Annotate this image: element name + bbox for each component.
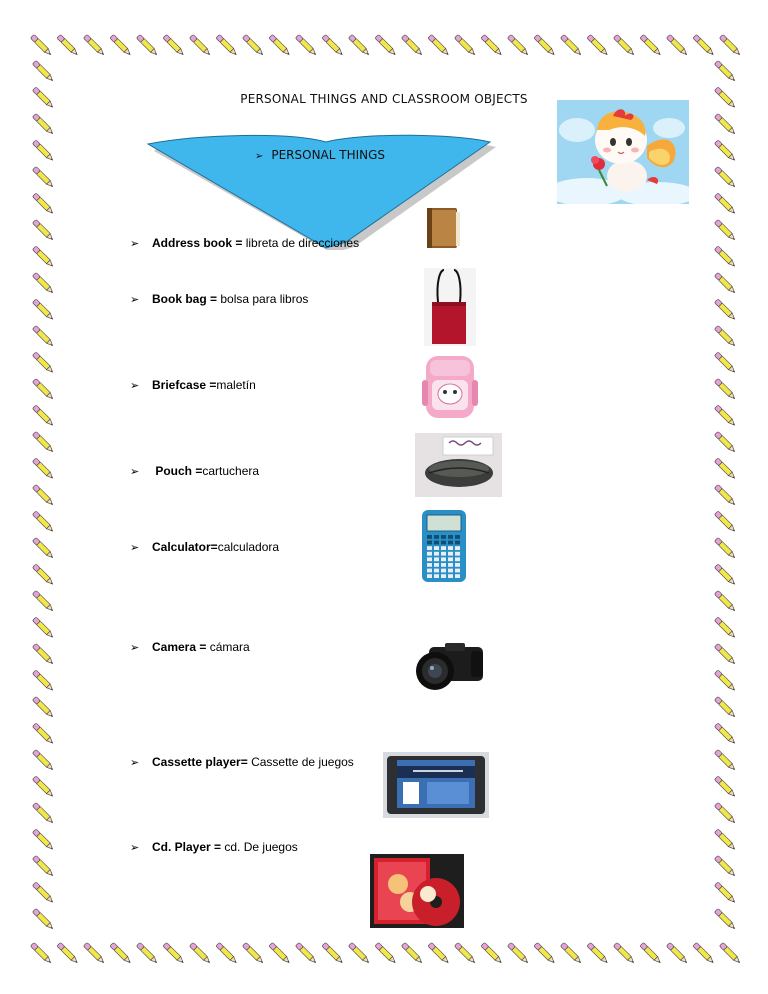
list-item	[130, 540, 279, 554]
pencil-icon	[242, 942, 264, 964]
pencil-icon	[507, 942, 529, 964]
list-item	[130, 236, 359, 250]
pencil-icon	[714, 60, 736, 82]
item-term: Camera =	[152, 640, 207, 654]
pencil-icon	[32, 378, 54, 400]
pencil-icon	[613, 34, 635, 56]
pencil-icon	[714, 537, 736, 559]
pencil-icon	[714, 405, 736, 427]
bullet-arrow-icon: ➢	[130, 466, 140, 478]
list-item	[130, 464, 259, 478]
game-cartridge-image	[383, 752, 489, 818]
pencil-icon	[714, 219, 736, 241]
bullet-arrow-icon: ➢	[130, 842, 140, 854]
bullet-arrow-icon: ➢	[130, 238, 140, 250]
pencil-icon	[534, 942, 556, 964]
pencil-icon	[322, 942, 344, 964]
calculator-key	[434, 569, 439, 573]
pencil-icon	[216, 34, 238, 56]
pencil-icon	[454, 34, 476, 56]
pencil-icon	[714, 484, 736, 506]
calculator-key	[427, 546, 432, 550]
pencil-icon	[32, 219, 54, 241]
calculator-key	[448, 557, 453, 561]
calculator-key	[434, 552, 439, 556]
pencil-icon	[714, 643, 736, 665]
pencil-icon	[481, 942, 503, 964]
pencil-icon	[30, 34, 52, 56]
pencil-icon	[714, 140, 736, 162]
pencil-icon	[32, 882, 54, 904]
pencil-icon	[666, 942, 688, 964]
pencil-icon	[714, 299, 736, 321]
bullet-arrow-icon: ➢	[130, 542, 140, 554]
pencil-icon	[32, 272, 54, 294]
pencil-icon	[714, 590, 736, 612]
pencil-icon	[269, 942, 291, 964]
bullet-arrow-icon: ➢	[130, 757, 140, 769]
pencil-icon	[32, 60, 54, 82]
pencil-icon	[714, 272, 736, 294]
pencil-icon	[32, 908, 54, 930]
section-heading	[140, 148, 500, 162]
pencil-icon	[714, 352, 736, 374]
pencil-icon	[714, 723, 736, 745]
pencil-icon	[57, 34, 79, 56]
pencil-icon	[714, 617, 736, 639]
calculator-key	[448, 563, 453, 567]
pencil-icon	[693, 34, 715, 56]
pencil-icon	[714, 325, 736, 347]
pencil-icon	[375, 34, 397, 56]
list-item	[130, 840, 298, 854]
pencil-icon	[714, 458, 736, 480]
pencil-icon	[295, 942, 317, 964]
calculator-key	[427, 535, 432, 539]
calculator-key	[434, 535, 439, 539]
calculator-image	[418, 510, 470, 582]
pencil-icon	[714, 882, 736, 904]
pencil-icon	[714, 564, 736, 586]
pencil-icon	[189, 34, 211, 56]
calculator-key	[448, 569, 453, 573]
pencil-icon	[32, 643, 54, 665]
item-term: Briefcase =	[152, 378, 217, 392]
pencil-icon	[32, 749, 54, 771]
calculator-key	[427, 574, 432, 578]
pencil-icon	[110, 34, 132, 56]
book-bag-image	[424, 268, 476, 346]
calculator-key	[441, 552, 446, 556]
pencil-icon	[136, 34, 158, 56]
pencil-icon	[32, 405, 54, 427]
calculator-key	[448, 546, 453, 550]
pencil-icon	[428, 34, 450, 56]
pencil-icon	[666, 34, 688, 56]
pencil-icon	[32, 166, 54, 188]
pencil-icon	[613, 942, 635, 964]
item-translation: cámara	[206, 640, 250, 654]
pencil-icon	[714, 378, 736, 400]
cupid-angel-image	[557, 100, 689, 204]
bullet-arrow-icon: ➢	[130, 642, 140, 654]
pencil-icon	[32, 723, 54, 745]
pencil-icon	[32, 829, 54, 851]
game-cd-image	[370, 854, 464, 928]
pencil-icon	[163, 942, 185, 964]
pencil-icon	[32, 113, 54, 135]
pencil-icon	[30, 942, 52, 964]
pencil-icon	[322, 34, 344, 56]
item-translation: libreta de direcciones	[242, 236, 360, 250]
pencil-icon	[32, 458, 54, 480]
page-title: PERSONAL THINGS AND CLASSROOM OBJECTS	[240, 92, 528, 106]
pencil-icon	[83, 34, 105, 56]
pencil-icon	[714, 246, 736, 268]
calculator-key	[441, 541, 446, 545]
calculator-key	[441, 574, 446, 578]
bullet-arrow-icon: ➢	[130, 380, 140, 392]
pencil-icon	[32, 537, 54, 559]
pencil-icon	[32, 590, 54, 612]
pencil-icon	[163, 34, 185, 56]
pencil-icon	[719, 34, 741, 56]
pencil-icon	[714, 113, 736, 135]
calculator-key	[441, 535, 446, 539]
item-translation: Cassette de juegos	[247, 755, 354, 769]
calculator-key	[448, 552, 453, 556]
calculator-key	[434, 563, 439, 567]
pencil-icon	[32, 855, 54, 877]
item-term: Calculator=	[152, 540, 218, 554]
pencil-icon	[693, 942, 715, 964]
pencil-icon	[714, 855, 736, 877]
calculator-key	[455, 563, 460, 567]
pencil-icon	[32, 776, 54, 798]
pencil-icon	[32, 325, 54, 347]
calculator-key	[448, 535, 453, 539]
pencil-icon	[32, 352, 54, 374]
pencil-icon	[719, 942, 741, 964]
calculator-key	[427, 557, 432, 561]
pencil-icon	[32, 484, 54, 506]
pencil-icon	[454, 942, 476, 964]
pencil-icon	[481, 34, 503, 56]
pencil-icon	[714, 776, 736, 798]
item-term: Pouch =	[152, 464, 203, 478]
calculator-key	[441, 546, 446, 550]
calculator-key	[455, 574, 460, 578]
pencil-icon	[348, 942, 370, 964]
pencil-icon	[714, 166, 736, 188]
calculator-key	[441, 569, 446, 573]
pencil-icon	[714, 829, 736, 851]
calculator-key	[434, 541, 439, 545]
pencil-icon	[587, 34, 609, 56]
pencil-icon	[110, 942, 132, 964]
item-term: Address book =	[152, 236, 243, 250]
backpack-image	[420, 350, 480, 420]
pencil-icon	[269, 34, 291, 56]
pencil-icon	[32, 511, 54, 533]
calculator-key	[427, 569, 432, 573]
pencil-icon	[32, 617, 54, 639]
pencil-icon	[714, 431, 736, 453]
section-label: PERSONAL THINGS	[271, 148, 386, 162]
pencil-icon	[640, 34, 662, 56]
pencil-icon	[57, 942, 79, 964]
calculator-key	[427, 563, 432, 567]
calculator-key	[434, 557, 439, 561]
pencil-icon	[714, 802, 736, 824]
pencil-icon	[32, 246, 54, 268]
pencil-icon	[32, 696, 54, 718]
pencil-icon	[348, 34, 370, 56]
list-item	[130, 292, 308, 306]
pencil-icon	[83, 942, 105, 964]
calculator-key	[455, 552, 460, 556]
item-translation: maletín	[216, 378, 256, 392]
calculator-key	[441, 557, 446, 561]
pencil-icon	[714, 511, 736, 533]
pencil-icon	[560, 942, 582, 964]
pencil-icon	[32, 564, 54, 586]
item-term: Cassette player=	[152, 755, 248, 769]
pencil-icon	[242, 34, 264, 56]
item-translation: cd. De juegos	[221, 840, 298, 854]
calculator-key	[448, 574, 453, 578]
item-translation: cartuchera	[202, 464, 260, 478]
pencil-icon	[32, 802, 54, 824]
pencil-icon	[714, 749, 736, 771]
pencil-icon	[32, 670, 54, 692]
calculator-key	[427, 541, 432, 545]
pencil-icon	[32, 193, 54, 215]
item-term: Book bag =	[152, 292, 218, 306]
pencil-icon	[587, 942, 609, 964]
pencil-icon	[375, 942, 397, 964]
calculator-key	[455, 557, 460, 561]
pencil-icon	[714, 908, 736, 930]
bullet-arrow-icon: ➢	[130, 294, 140, 306]
item-translation: calculadora	[217, 540, 280, 554]
item-translation: bolsa para libros	[217, 292, 309, 306]
pencil-icon	[640, 942, 662, 964]
pencil-icon	[714, 670, 736, 692]
pencil-icon	[32, 140, 54, 162]
calculator-key	[434, 574, 439, 578]
pencil-icon	[295, 34, 317, 56]
calculator-key	[441, 563, 446, 567]
pencil-icon	[714, 193, 736, 215]
address-book-image	[424, 204, 464, 252]
pencil-icon	[714, 696, 736, 718]
pencil-icon	[401, 942, 423, 964]
calculator-key	[455, 546, 460, 550]
pencil-icon	[534, 34, 556, 56]
pencil-icon	[189, 942, 211, 964]
pencil-icon	[507, 34, 529, 56]
calculator-key	[448, 541, 453, 545]
list-item	[130, 378, 256, 392]
calculator-key	[455, 535, 460, 539]
pencil-icon	[560, 34, 582, 56]
calculator-key	[434, 546, 439, 550]
calculator-key	[455, 569, 460, 573]
calculator-key	[455, 541, 460, 545]
pouch-image	[415, 433, 502, 497]
list-item	[130, 755, 354, 769]
pencil-icon	[32, 299, 54, 321]
pencil-icon	[136, 942, 158, 964]
camera-image	[413, 641, 488, 691]
pencil-icon	[401, 34, 423, 56]
list-item	[130, 640, 250, 654]
pencil-icon	[428, 942, 450, 964]
calculator-key	[427, 552, 432, 556]
item-term: Cd. Player =	[152, 840, 222, 854]
pencil-icon	[216, 942, 238, 964]
pencil-icon	[32, 431, 54, 453]
section-bullet: ➢	[254, 151, 264, 162]
